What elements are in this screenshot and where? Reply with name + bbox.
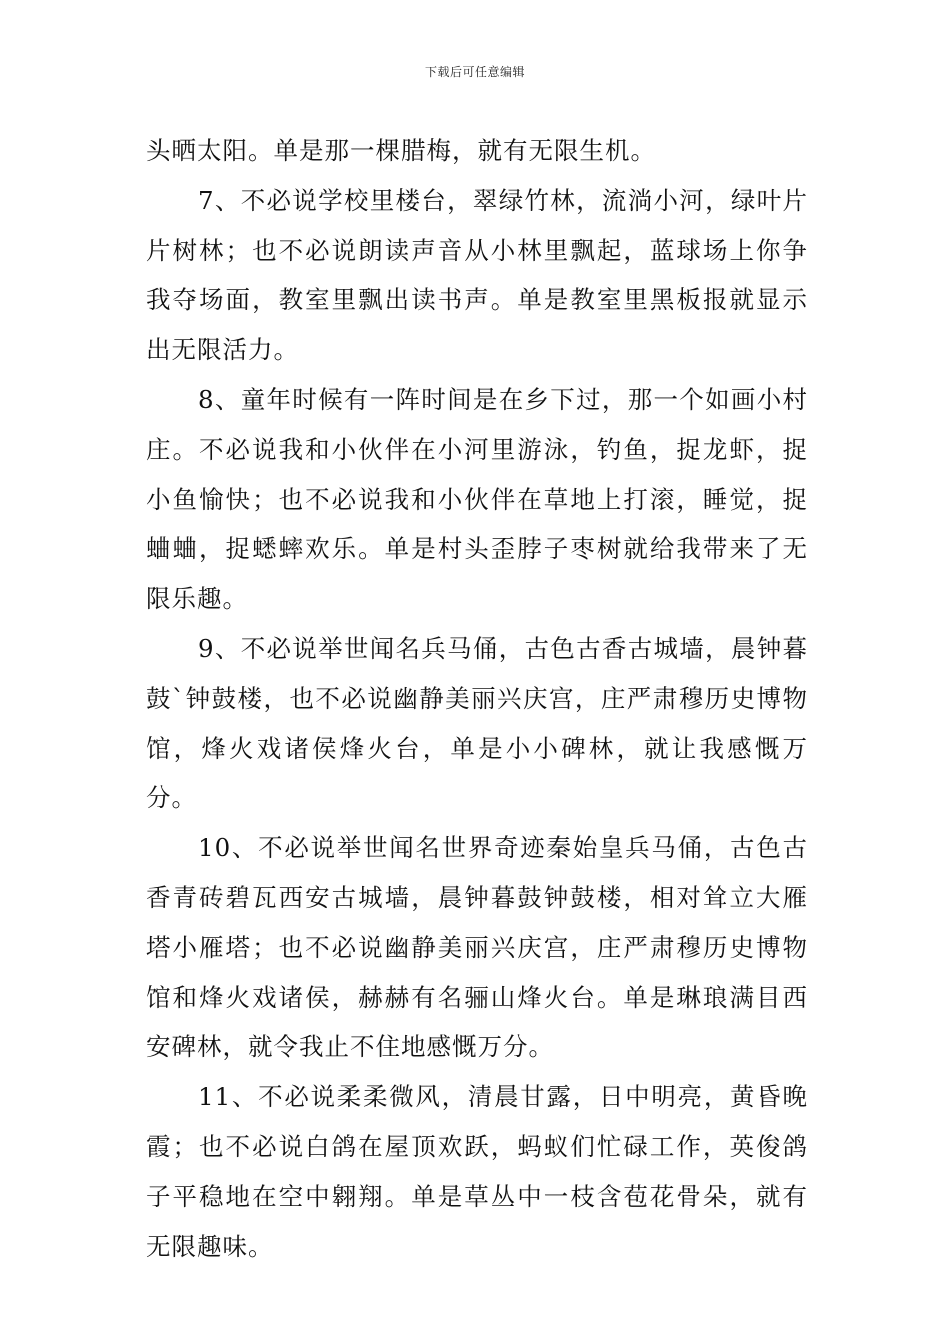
paragraph: 头晒太阳。单是那一棵腊梅，就有无限生机。 xyxy=(146,136,656,165)
paragraph: 11、不必说柔柔微风，清晨甘露，日中明亮，黄昏晚霞；也不必说白鸽在屋顶欢跃，蚂蚁们忙碌工作，英俊鸽子平稳地在空中翱翔。单是草丛中一枝含苞花骨朵，就有无限趣味。 xyxy=(146,1082,808,1261)
paragraph: 8、童年时候有一阵时间是在乡下过，那一个如画小村庄。不必说我和小伙伴在小河里游泳，钓鱼，捉龙虾，捉小鱼愉快；也不必说我和小伙伴在草地上打滚，睡觉，捉蛐蛐，捉蟋蟀欢乐。单是村头歪脖子枣树就给我带来了无限乐趣。 xyxy=(146,384,808,614)
document-body xyxy=(146,126,808,1271)
paragraph: 9、不必说举世闻名兵马俑，古色古香古城墙，晨钟暮鼓`钟鼓楼，也不必说幽静美丽兴庆宫，庄严肃穆历史博物馆，烽火戏诸侯烽火台，单是小小碑林，就让我感慨万分。 xyxy=(146,633,808,813)
page-header: 下载后可任意编辑 xyxy=(424,65,525,79)
paragraph: 10、不必说举世闻名世界奇迹秦始皇兵马俑，古色古香青砖碧瓦西安古城墙，晨钟暮鼓钟鼓楼，相对耸立大雁塔小雁塔；也不必说幽静美丽兴庆宫，庄严肃穆历史博物馆和烽火戏诸侯，赫赫有名骊山烽火台。单是琳琅满目西安碑林，就令我止不住地感慨万分。 xyxy=(146,833,808,1062)
paragraph: 7、不必说学校里楼台，翠绿竹林，流淌小河，绿叶片片树林；也不必说朗读声音从小林里飘起，蓝球场上你争我夺场面，教室里飘出读书声。单是教室里黑板报就显示出无限活力。 xyxy=(146,185,808,365)
